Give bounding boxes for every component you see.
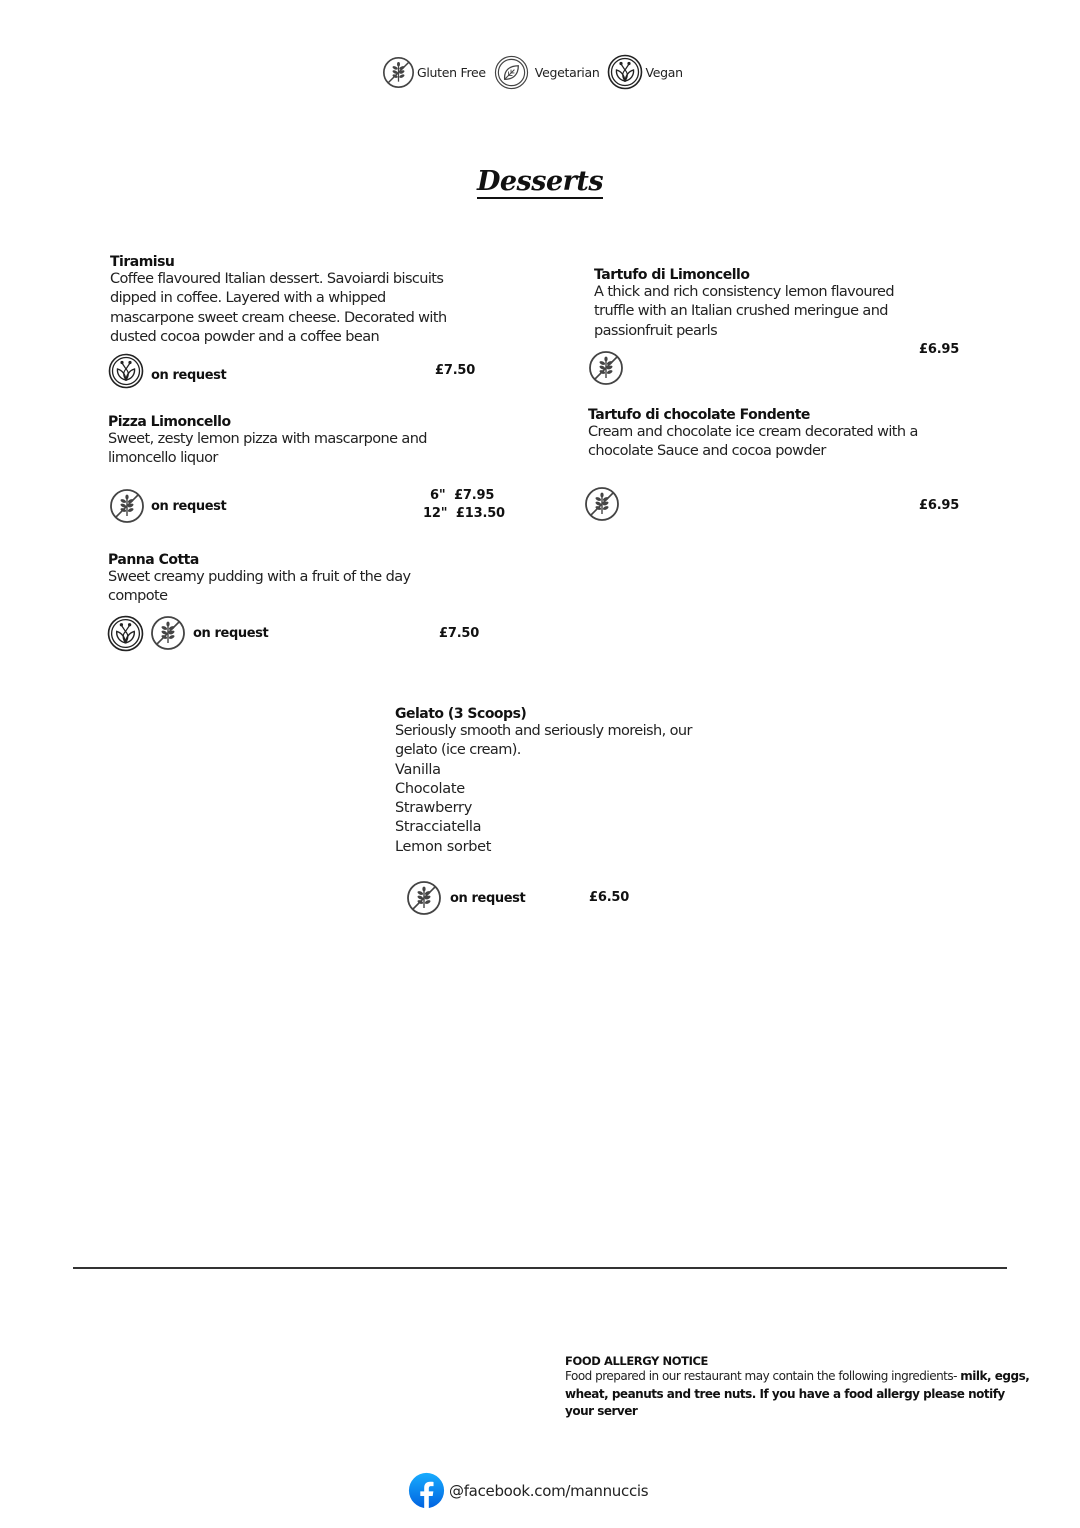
menu-item-tartufo-limoncello <box>594 267 924 341</box>
item-price: £6.95 <box>919 498 960 513</box>
item-description: Sweet, zesty lemon pizza with mascarpone and limoncello liquor <box>108 431 427 467</box>
legend-label: Vegetarian <box>534 64 600 80</box>
menu-item-tiramisu <box>110 254 470 347</box>
gluten-free-icon <box>584 486 620 522</box>
item-description: Coffee flavoured Italian dessert. Savoiardi biscuits dipped in coffee. Layered with a whipped mascarpone sweet cream cheese. Decorated with dusted cocoa powder and a coffee bean <box>110 271 447 345</box>
gluten-free-icon <box>406 880 442 916</box>
item-name: Tartufo di Limoncello <box>594 267 750 283</box>
dietary-legend <box>382 54 691 90</box>
page-title <box>0 166 1080 197</box>
legend-label: Gluten Free <box>417 64 486 80</box>
facebook-icon <box>408 1472 445 1509</box>
flavour-vanilla: Vanilla <box>395 761 441 778</box>
flavour-chocolate: Chocolate <box>395 780 465 797</box>
divider <box>73 1267 1007 1269</box>
item-name: Tartufo di chocolate Fondente <box>588 407 810 423</box>
legend-item-gluten-free <box>382 56 490 89</box>
item-price: £7.50 <box>439 626 480 641</box>
item-description: Cream and chocolate ice cream decorated with a chocolate Sauce and cocoa powder <box>588 424 918 460</box>
item-description: Sweet creamy pudding with a fruit of the day compote <box>108 569 411 605</box>
vegan-icon <box>107 615 144 652</box>
menu-item-panna-cotta <box>108 552 418 607</box>
gluten-free-icon <box>150 615 186 651</box>
size-label: 6" <box>430 488 446 503</box>
gluten-free-icon <box>109 488 145 524</box>
page-title-text: Desserts <box>476 166 604 197</box>
on-request-note: on request <box>450 891 526 906</box>
flavour-stracciatella: Stracciatella <box>395 819 482 836</box>
item-price: £13.50 <box>455 506 505 521</box>
allergy-notice-text <box>565 1368 1035 1421</box>
gluten-free-icon <box>382 56 415 89</box>
vegetarian-icon <box>494 55 529 90</box>
size-label: 12" <box>423 506 448 521</box>
flavour-strawberry: Strawberry <box>395 800 472 817</box>
allergy-notice-title: FOOD ALLERGY NOTICE <box>565 1354 708 1368</box>
gluten-free-icon <box>588 350 624 386</box>
allergy-notice-emphasis: milk, eggs, wheat, peanuts and tree nuts. If you have a food allergy please notify your server <box>565 1369 1030 1418</box>
menu-item-gelato <box>395 706 725 857</box>
flavour-lemon-sorbet: Lemon sorbet <box>395 838 492 855</box>
legend-item-vegetarian <box>494 55 604 90</box>
price-6-inch <box>430 488 495 503</box>
on-request-note: on request <box>193 626 269 641</box>
item-description: A thick and rich consistency lemon flavoured truffle with an Italian crushed meringue and passionfruit pearls <box>594 284 894 339</box>
legend-item-vegan <box>607 54 686 90</box>
item-price: £7.95 <box>454 488 495 503</box>
item-description: Seriously smooth and seriously moreish, our gelato (ice cream). <box>395 723 692 759</box>
item-price: £7.50 <box>435 363 476 378</box>
item-name: Panna Cotta <box>108 552 199 568</box>
menu-item-pizza-limoncello <box>108 414 438 469</box>
on-request-note: on request <box>151 368 227 383</box>
price-12-inch <box>423 506 503 521</box>
menu-item-tartufo-fondente <box>588 407 938 462</box>
item-name: Pizza Limoncello <box>108 414 231 430</box>
vegan-icon <box>607 54 643 90</box>
allergy-notice <box>565 1354 1035 1421</box>
item-price: £6.95 <box>919 342 960 357</box>
on-request-note: on request <box>151 499 227 514</box>
facebook-link[interactable] <box>408 1472 648 1509</box>
vegan-icon <box>108 353 144 389</box>
legend-label: Vegan <box>645 64 683 80</box>
item-name: Gelato (3 Scoops) <box>395 706 527 722</box>
item-name: Tiramisu <box>110 254 175 270</box>
item-price: £6.50 <box>589 890 630 905</box>
allergy-notice-body: Food prepared in our restaurant may contain the following ingredients- <box>565 1369 957 1383</box>
facebook-handle[interactable]: @facebook.com/mannuccis <box>449 1481 649 1500</box>
